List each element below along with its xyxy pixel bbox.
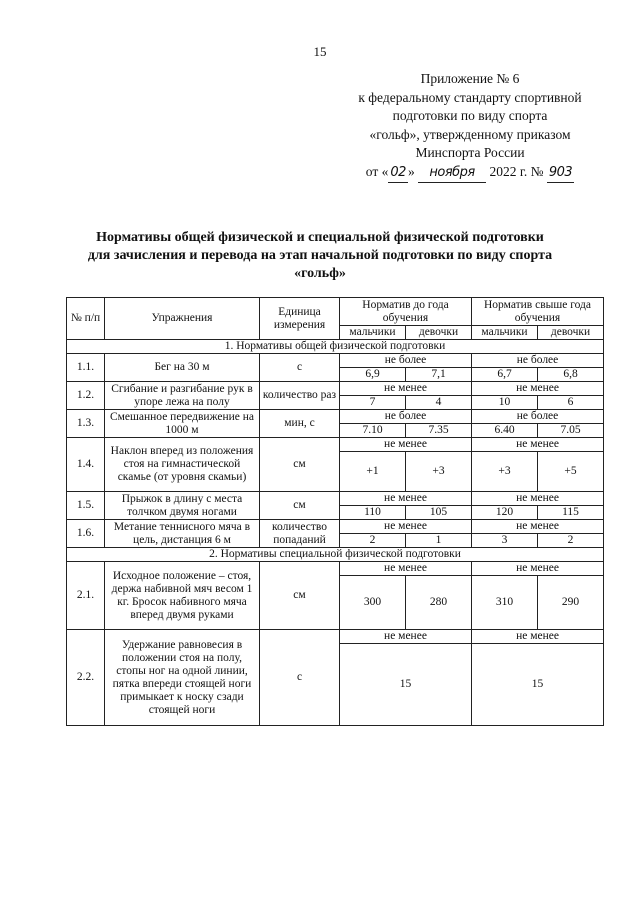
condition-cell: не менее (472, 438, 604, 452)
row-num: 1.2. (67, 382, 105, 410)
header-norm-year1: Норматив до года обучения (340, 298, 472, 326)
title-line: «гольф» (294, 266, 346, 281)
value-cell: 7 (340, 396, 406, 410)
condition-cell: не более (340, 354, 472, 368)
condition-cell: не менее (340, 520, 472, 534)
header-boys: мальчики (472, 326, 538, 340)
appendix-line: подготовки по виду спорта (392, 108, 548, 123)
value-cell: 15 (472, 644, 604, 726)
title-line: Нормативы общей физической и специальной физической подготовки (96, 230, 544, 245)
value-cell: 6,7 (472, 368, 538, 382)
row-unit: см (260, 562, 340, 630)
handwritten-number: 903 (547, 164, 574, 184)
value-cell: 7,1 (406, 368, 472, 382)
date-mid: » (407, 163, 415, 179)
row-unit: количество раз (260, 382, 340, 410)
order-date-line (330, 163, 610, 184)
value-cell: 300 (340, 576, 406, 630)
value-cell: 7.05 (538, 424, 604, 438)
value-cell: 7.10 (340, 424, 406, 438)
row-exercise: Метание теннисного мяча в цель, дистанция 6 м (105, 520, 260, 548)
appendix-line: Минспорта России (415, 145, 525, 160)
row-unit: с (260, 354, 340, 382)
value-cell: +3 (472, 452, 538, 492)
value-cell: 7.35 (406, 424, 472, 438)
value-cell: 3 (472, 534, 538, 548)
handwritten-month: ноября (418, 164, 486, 184)
appendix-block (330, 70, 610, 183)
section-heading: 1. Нормативы общей физической подготовки (67, 340, 604, 354)
title-line: для зачисления и перевода на этап начальной подготовки по виду спорта (87, 248, 553, 263)
row-num: 1.3. (67, 410, 105, 438)
value-cell: 110 (340, 506, 406, 520)
value-cell: 2 (340, 534, 406, 548)
condition-cell: не менее (472, 492, 604, 506)
row-exercise: Бег на 30 м (105, 354, 260, 382)
header-norm-over: Норматив свыше года обучения (472, 298, 604, 326)
row-num: 1.5. (67, 492, 105, 520)
header-unit: Единица измерения (260, 298, 340, 340)
section-heading: 2. Нормативы специальной физической подготовки (67, 548, 604, 562)
value-cell: 6.40 (472, 424, 538, 438)
date-year: 2022 г. № (489, 163, 544, 179)
condition-cell: не более (340, 410, 472, 424)
row-num: 2.2. (67, 630, 105, 726)
condition-cell: не менее (472, 382, 604, 396)
row-num: 1.4. (67, 438, 105, 492)
row-exercise: Наклон вперед из положения стоя на гимнастической скамье (от уровня скамьи) (105, 438, 260, 492)
value-cell: 4 (406, 396, 472, 410)
header-girls: девочки (538, 326, 604, 340)
condition-cell: не менее (340, 492, 472, 506)
row-exercise: Удержание равновесия в положении стоя на полу, стопы ног на одной линии, пятка впереди стоящей ноги примыкает к носку сзади стоящей ноги (105, 630, 260, 726)
value-cell: 105 (406, 506, 472, 520)
value-cell: 310 (472, 576, 538, 630)
header-girls: девочки (406, 326, 472, 340)
value-cell: 6 (538, 396, 604, 410)
row-num: 1.6. (67, 520, 105, 548)
norms-table (66, 297, 604, 726)
appendix-line: «гольф», утвержденному приказом (369, 126, 571, 142)
value-cell: 15 (340, 644, 472, 726)
value-cell: 280 (406, 576, 472, 630)
page-number: 15 (313, 44, 327, 59)
row-exercise: Прыжок в длину с места толчком двумя ногами (105, 492, 260, 520)
value-cell: +5 (538, 452, 604, 492)
document-title (60, 229, 580, 283)
value-cell: 1 (406, 534, 472, 548)
row-exercise: Исходное положение – стоя, держа набивной мяч весом 1 кг. Бросок набивного мяча вперед двумя руками (105, 562, 260, 630)
condition-cell: не менее (340, 630, 472, 644)
value-cell: +1 (340, 452, 406, 492)
row-exercise: Сгибание и разгибание рук в упоре лежа на полу (105, 382, 260, 410)
row-exercise: Смешанное передвижение на 1000 м (105, 410, 260, 438)
header-boys: мальчики (340, 326, 406, 340)
row-unit: см (260, 438, 340, 492)
date-prefix: от « (365, 163, 389, 179)
row-num: 2.1. (67, 562, 105, 630)
header-num: № п/п (67, 298, 105, 340)
condition-cell: не более (472, 354, 604, 368)
condition-cell: не менее (472, 520, 604, 534)
value-cell: 6,8 (538, 368, 604, 382)
handwritten-day: 02 (388, 164, 408, 184)
row-unit: количество попаданий (260, 520, 340, 548)
condition-cell: не менее (340, 562, 472, 576)
value-cell: 120 (472, 506, 538, 520)
value-cell: +3 (406, 452, 472, 492)
value-cell: 10 (472, 396, 538, 410)
condition-cell: не менее (340, 382, 472, 396)
value-cell: 6,9 (340, 368, 406, 382)
row-unit: мин, с (260, 410, 340, 438)
row-num: 1.1. (67, 354, 105, 382)
value-cell: 290 (538, 576, 604, 630)
condition-cell: не более (472, 410, 604, 424)
value-cell: 2 (538, 534, 604, 548)
appendix-line: Приложение № 6 (420, 71, 520, 86)
appendix-line: к федеральному стандарту спортивной (358, 89, 582, 105)
condition-cell: не менее (340, 438, 472, 452)
condition-cell: не менее (472, 562, 604, 576)
row-unit: см (260, 492, 340, 520)
row-unit: с (260, 630, 340, 726)
condition-cell: не менее (472, 630, 604, 644)
value-cell: 115 (538, 506, 604, 520)
header-exercise: Упражнения (105, 298, 260, 340)
